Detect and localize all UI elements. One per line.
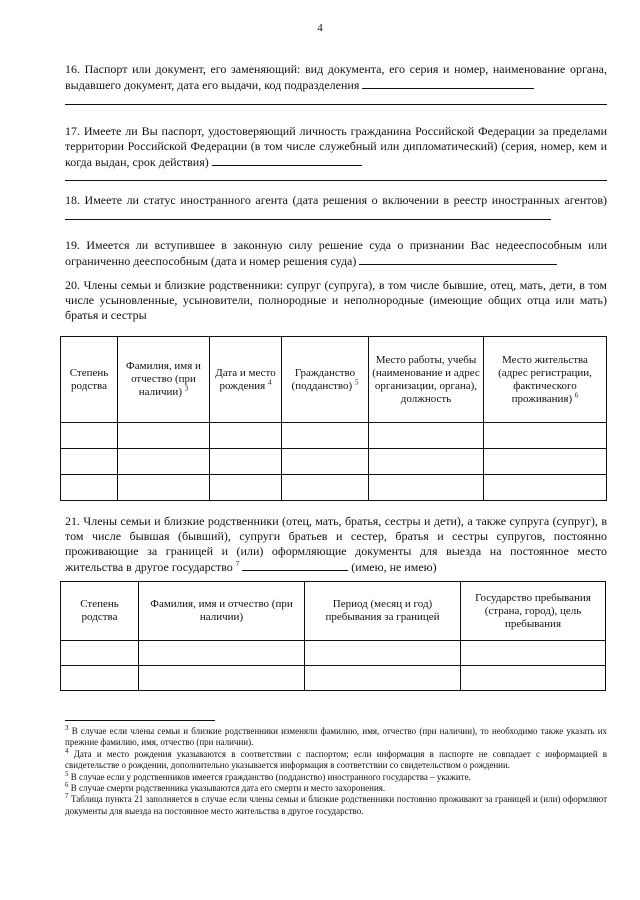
table-cell[interactable]	[210, 423, 282, 449]
question-21-suffix: (имею, не имею)	[351, 560, 437, 574]
footnotes	[65, 726, 607, 817]
question-17	[65, 124, 607, 170]
table-cell[interactable]	[118, 449, 210, 475]
table-cell[interactable]	[305, 641, 461, 666]
table-cell[interactable]	[484, 449, 607, 475]
header-citizenship: Гражданство (подданство) $^5$	[282, 337, 369, 423]
table-cell[interactable]	[210, 449, 282, 475]
table-row	[61, 449, 607, 475]
header-relationship: Степень родства	[61, 582, 139, 641]
question-18-answer-blank[interactable]	[65, 208, 551, 220]
question-16-text: 16. Паспорт или документ, его заменяющий: вид документа, его серия и номер, наименование органа, выдавшего документ, дата его выдачи, код подразделения	[65, 62, 607, 92]
question-19	[65, 238, 607, 269]
question-17-text: 17. Имеете ли Вы паспорт, удостоверяющий личность гражданина Российской Федерации за пределами территории Российской Федерации (в том числе служебный или дипломатический) (серия, номер, кем и когда выдан, срок действия)	[65, 124, 607, 169]
question-21	[65, 514, 607, 575]
header-period-abroad: Период (месяц и год) пребывания за границей	[305, 582, 461, 641]
table-cell[interactable]	[369, 475, 484, 501]
header-relationship: Степень родства	[61, 337, 118, 423]
header-workplace: Место работы, учебы (наименование и адрес организации, органа), должность	[369, 337, 484, 423]
table-cell[interactable]	[118, 475, 210, 501]
footnote-ref-4: 4	[267, 377, 272, 386]
table-cell[interactable]	[61, 475, 118, 501]
table-cell[interactable]	[461, 666, 606, 691]
table-cell[interactable]	[282, 423, 369, 449]
header-full-name: Фамилия, имя и отчество (при наличии)	[139, 582, 305, 641]
question-21-text: 21. Члены семьи и близкие родственники (отец, мать, братья, сестры и дети), а также супруга (супруг), в том числе бывшая (бывший), супруги братьев и сестер, братья и сестры супругов, постоянно проживающие за границей и (или) оформляющие документы для выезда на постоянное место жительства в другое государство	[65, 514, 607, 574]
table-row	[61, 475, 607, 501]
question-20	[65, 278, 607, 323]
header-birth-date-place: Дата и место рождения $^4$	[210, 337, 282, 423]
table-cell[interactable]	[61, 666, 139, 691]
footnote-4: $^4$ Дата и место рождения указываются в соответствии с паспортом; если информация в паспорте не совпадает с информацией в свидетельстве о рождении, дополнительно указывается информация в соответствии со свидетельством о рождении.	[65, 746, 607, 771]
table-cell[interactable]	[369, 423, 484, 449]
relatives-table-header	[61, 337, 607, 423]
footnote-5: $^5$ В случае если у родственников имеется гражданство (подданство) иностранного государства – укажите.	[65, 769, 471, 782]
table-cell[interactable]	[305, 666, 461, 691]
table-cell[interactable]	[484, 423, 607, 449]
table-cell[interactable]	[282, 449, 369, 475]
question-16-answer-line[interactable]	[65, 104, 607, 105]
table-cell[interactable]	[61, 641, 139, 666]
footnote-ref-3: 3	[184, 384, 189, 393]
footnote-ref-7: 7	[235, 560, 240, 568]
footnote-separator	[65, 720, 215, 721]
table-row	[61, 423, 607, 449]
footnote-ref-5: 5	[354, 377, 359, 386]
footnote-ref-6: 6	[574, 390, 579, 399]
table-cell[interactable]	[282, 475, 369, 501]
question-20-text: 20. Члены семьи и близкие родственники: супруг (супруга), в том числе бывшие, отец, мать, дети, в том числе усыновленные, усыновители, полнородные и неполнородные (имеющие общих отца или мать) братья и сестры	[65, 278, 607, 322]
question-21-answer-blank[interactable]	[242, 559, 348, 571]
question-18-text: 18. Имеете ли статус иностранного агента (дата решения о включении в реестр иностранных агентов)	[65, 193, 607, 207]
table-cell[interactable]	[61, 423, 118, 449]
table-cell[interactable]	[210, 475, 282, 501]
table-cell[interactable]	[118, 423, 210, 449]
question-16	[65, 62, 607, 93]
question-17-answer-line[interactable]	[65, 180, 607, 181]
table-row	[61, 666, 606, 691]
table-row	[61, 641, 606, 666]
table-cell[interactable]	[61, 449, 118, 475]
header-country-of-stay: Государство пребывания (страна, город), цель пребывания	[461, 582, 606, 641]
table-cell[interactable]	[139, 666, 305, 691]
table-cell[interactable]	[139, 641, 305, 666]
table-cell[interactable]	[369, 449, 484, 475]
table-cell[interactable]	[461, 641, 606, 666]
page-number: 4	[317, 22, 323, 34]
footnote-7: $^7$ Таблица пункта 21 заполняется в случае если члены семьи и близкие родственники постоянно проживают за границей и (или) оформляют документы для выезда на постоянное место жительства в другое государство.	[65, 792, 607, 816]
question-17-answer-blank[interactable]	[212, 154, 362, 166]
relatives-abroad-table-header	[61, 582, 606, 641]
relatives-table	[60, 336, 607, 501]
question-19-answer-blank[interactable]	[359, 253, 557, 265]
header-full-name: Фамилия, имя и отчество (при наличии) $^3$	[118, 337, 210, 423]
question-16-answer-blank[interactable]	[362, 77, 534, 89]
question-19-text: 19. Имеется ли вступившее в законную силу решение суда о признании Вас недееспособным или ограниченно дееспособным (дата и номер решения суда)	[65, 238, 607, 268]
question-18	[65, 193, 607, 224]
header-residence: Место жительства (адрес регистрации, фактического проживания) $^6$	[484, 337, 607, 423]
table-cell[interactable]	[484, 475, 607, 501]
footnote-6: $^6$ В случае смерти родственника указываются дата его смерти и место захоронения.	[65, 781, 386, 794]
relatives-abroad-table	[60, 581, 606, 691]
footnote-3: $^3$ В случае если члены семьи и близкие родственники изменяли фамилию, имя, отчество (при наличии), то необходимо также указать их прежние фамилию, имя, отчество (при наличии).	[65, 724, 608, 748]
